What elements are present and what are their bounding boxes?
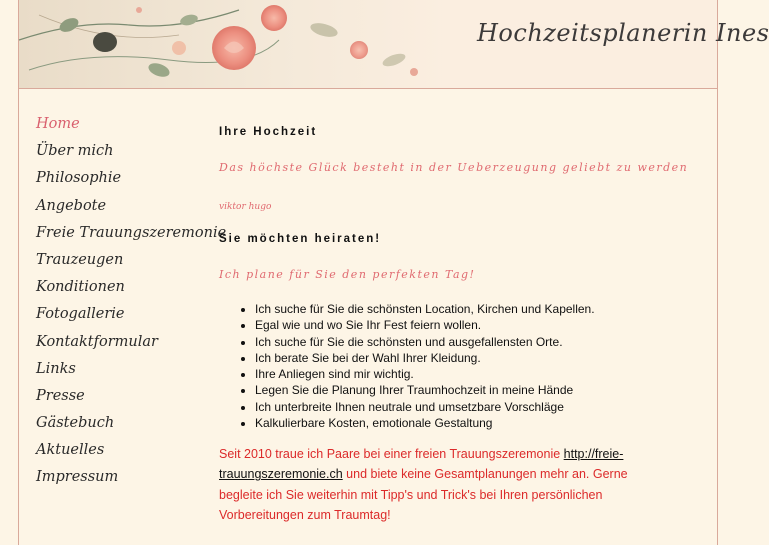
heading-your-wedding: Ihre Hochzeit <box>219 126 318 138</box>
nav-item-freie-trauungszeremonie[interactable]: Freie Trauungszeremonie <box>36 224 227 241</box>
header-banner <box>19 0 769 89</box>
paragraph-text-after: und biete keine Gesamtplanungen mehr an. Gerne begleite ich Sie weiterhin mit Tipp's und Trick's bei Ihren persönlichen Vorbereitungen zum Traumtag! <box>219 467 628 522</box>
main-navigation <box>36 114 227 495</box>
nav-item-trauzeugen[interactable]: Trauzeugen <box>36 251 124 268</box>
service-list-item: • Ich unterbreite Ihnen neutrale und umsetzbare Vorschläge <box>255 399 695 415</box>
nav-item-presse[interactable]: Presse <box>36 387 85 404</box>
nav-item-links[interactable]: Links <box>36 360 76 377</box>
quote-text: Das höchste Glück besteht in der Ueberzeugung geliebt zu werden <box>219 161 689 174</box>
heading-want-to-marry: Sie möchten heiraten! <box>219 233 382 245</box>
nav-item-philosophie[interactable]: Philosophie <box>36 170 122 187</box>
subtitle-perfect-day: Ich plane für Sie den perfekten Tag! <box>219 268 476 281</box>
nav-item-über-mich[interactable]: Über mich <box>36 143 114 160</box>
nav-item-konditionen[interactable]: Konditionen <box>36 279 125 296</box>
nav-item-kontaktformular[interactable]: Kontaktformular <box>36 333 158 350</box>
site-title: Hochzeitsplanerin Ines <box>477 19 769 47</box>
info-paragraph <box>219 444 649 525</box>
nav-item-angebote[interactable]: Angebote <box>36 197 107 214</box>
service-list-item: • Ich berate Sie bei der Wahl Ihrer Kleidung. <box>255 350 695 366</box>
nav-item-impressum[interactable]: Impressum <box>36 469 119 486</box>
nav-item-fotogallerie[interactable]: Fotogallerie <box>36 306 125 323</box>
nav-item-home[interactable]: Home <box>36 116 80 132</box>
service-list-item: • Egal wie und wo Sie Ihr Fest feiern wollen. <box>255 317 695 333</box>
nav-item-gästebuch[interactable]: Gästebuch <box>36 415 115 432</box>
service-list-item: • Ihre Anliegen sind mir wichtig. <box>255 366 695 382</box>
freie-trauungszeremonie-link[interactable]: http://freie-trauungszeremonie.ch <box>219 447 624 482</box>
paragraph-text-before: Seit 2010 traue ich Paare bei einer freien Trauungszeremonie <box>219 447 564 461</box>
service-list-item: • Kalkulierbare Kosten, emotionale Gestaltung <box>255 415 695 431</box>
service-list-item: • Legen Sie die Planung Ihrer Traumhochzeit in meine Hände <box>255 382 695 398</box>
nav-item-aktuelles[interactable]: Aktuelles <box>36 442 105 459</box>
quote-author: viktor hugo <box>219 202 272 212</box>
service-list <box>219 301 695 431</box>
service-list-item: • Ich suche für Sie die schönsten Location, Kirchen und Kapellen. <box>255 301 695 317</box>
service-list-item: • Ich suche für Sie die schönsten und ausgefallensten Orte. <box>255 334 695 350</box>
